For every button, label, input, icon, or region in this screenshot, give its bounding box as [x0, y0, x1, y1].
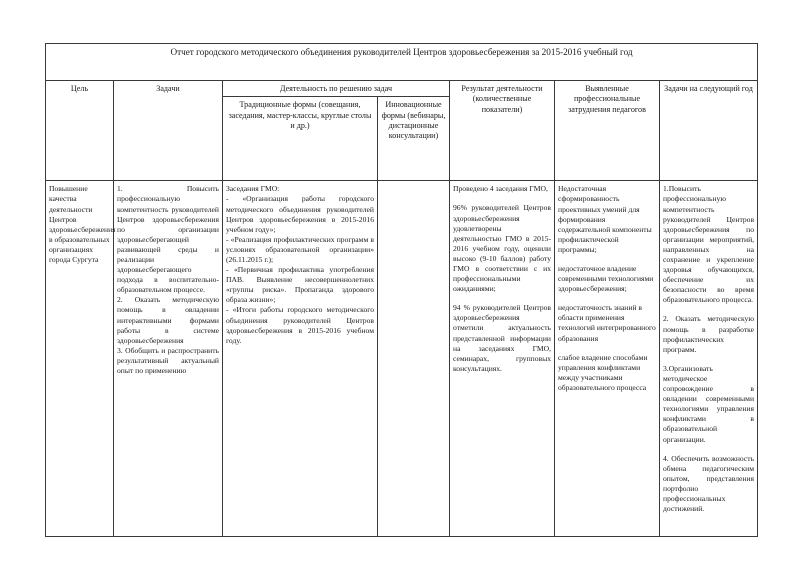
paragraph: 1.Повысить профессиональную компетентность руководителей Центров здоровьесбережения по организации мероприятий, направленных на сохранение и укрепление здоровья обучающихся, обеспечение их безопасности во время образовательного процесса.	[663, 184, 755, 305]
table-header-row-1	[46, 81, 758, 97]
paragraph: 96% руководителей Центров здоровьесбережения удовлетворены деятельностью ГМО в 2015-2016 учебном году, оценили высоко (9-10 баллов) работу ГМО в соответствии с их профессиональными ожиданиями;	[453, 203, 551, 294]
header-difficulties: Выявленные профессиональные затруднения педагогов	[555, 81, 660, 181]
header-goal: Цель	[46, 81, 114, 181]
paragraph: слабое владение способами управления конфликтами между участниками образовательного процесса	[558, 352, 648, 392]
paragraph: 2. Оказать методическую помощь в овладении интерактивными формами работы в системе здоровьесбережения	[117, 295, 219, 345]
table-row	[46, 181, 758, 537]
table-title-row	[46, 44, 758, 81]
cell-goal: Повышение качества деятельности Центров здоровьесбережения в образовательных организациях города Сургута	[46, 181, 114, 537]
document-title: Отчет городского методического объединения руководителей Центров здоровьесбережения за 2015-2016 учебный год	[46, 44, 758, 81]
paragraph: - «Реализация профилактических программ в условиях образовательной организации» (26.11.2015 г.);	[226, 234, 374, 265]
paragraph: 3.Организовать методическое сопровождение в овладении современными технологиями управления конфликтами в образовательной организации.	[663, 363, 755, 444]
header-activity-group: Деятельность по решению задач	[223, 81, 450, 97]
cell-next-year-tasks	[660, 181, 758, 537]
paragraph: 1. Повысить профессиональную компетентность руководителей Центров здоровьесбережения по организации здоровьесберегающей развивающей среды и реализации здоровьесберегающего подхода в воспитательно-образовательном процессе.	[117, 184, 219, 295]
paragraph: - «Первичная профилактика употребления ПАВ. Выявление несовершеннолетних «группы риска». Пропаганда здорового образа жизни»;	[226, 265, 374, 305]
cell-difficulties	[555, 181, 660, 537]
header-innovative-forms: Инновационные формы (вебинары, дистационные консультации)	[378, 97, 450, 181]
header-tasks: Задачи	[114, 81, 223, 181]
paragraph: Проведено 4 заседания ГМО,	[453, 184, 548, 194]
cell-traditional-forms	[223, 181, 378, 537]
report-table	[45, 43, 758, 537]
paragraph: 3. Обобщить и распространить результативный актуальный опыт по применению	[117, 345, 219, 376]
paragraph: недостаточность знаний в области применения технологий интегрированного образования	[558, 303, 656, 343]
cell-innovative-forms	[378, 181, 450, 537]
paragraph: - «Организация работы городского методического объединения руководителей Центров здоровьесбережения в 2015-2016 учебном году»;	[226, 194, 374, 234]
paragraph: Недостаточная сформированность проективных умений для формирования содержательной компоненты профилактической программы;	[558, 184, 652, 254]
header-traditional-forms: Традиционные формы (совещания, заседания, мастер-классы, круглые столы и др.)	[223, 97, 378, 181]
cell-result	[450, 181, 555, 537]
paragraph: Заседания ГМО:	[226, 184, 280, 194]
paragraph: 4. Обеспечить возможность обмена педагогическим опытом, представления портфолио профессиональных достижений.	[663, 453, 755, 514]
paragraph: - «Итоги работы городского методического объединения руководителей Центров здоровьесбережения в 2015-2016 учебном году.	[226, 305, 374, 345]
header-result: Результат деятельности (количественные показатели)	[450, 81, 555, 181]
paragraph: 94 % руководителей Центров здоровьесбережения отметили актуальность представленной информации на заседаниях ГМО, семинарах, групповых консультациях.	[453, 303, 551, 373]
paragraph: 2. Оказать методическую помощь в разработке профилактических программ.	[663, 314, 755, 354]
header-next-year-tasks: Задачи на следующий год	[660, 81, 758, 181]
paragraph: недостаточное владение современными технологиями здоровьесбережения;	[558, 264, 654, 294]
cell-tasks	[114, 181, 223, 537]
